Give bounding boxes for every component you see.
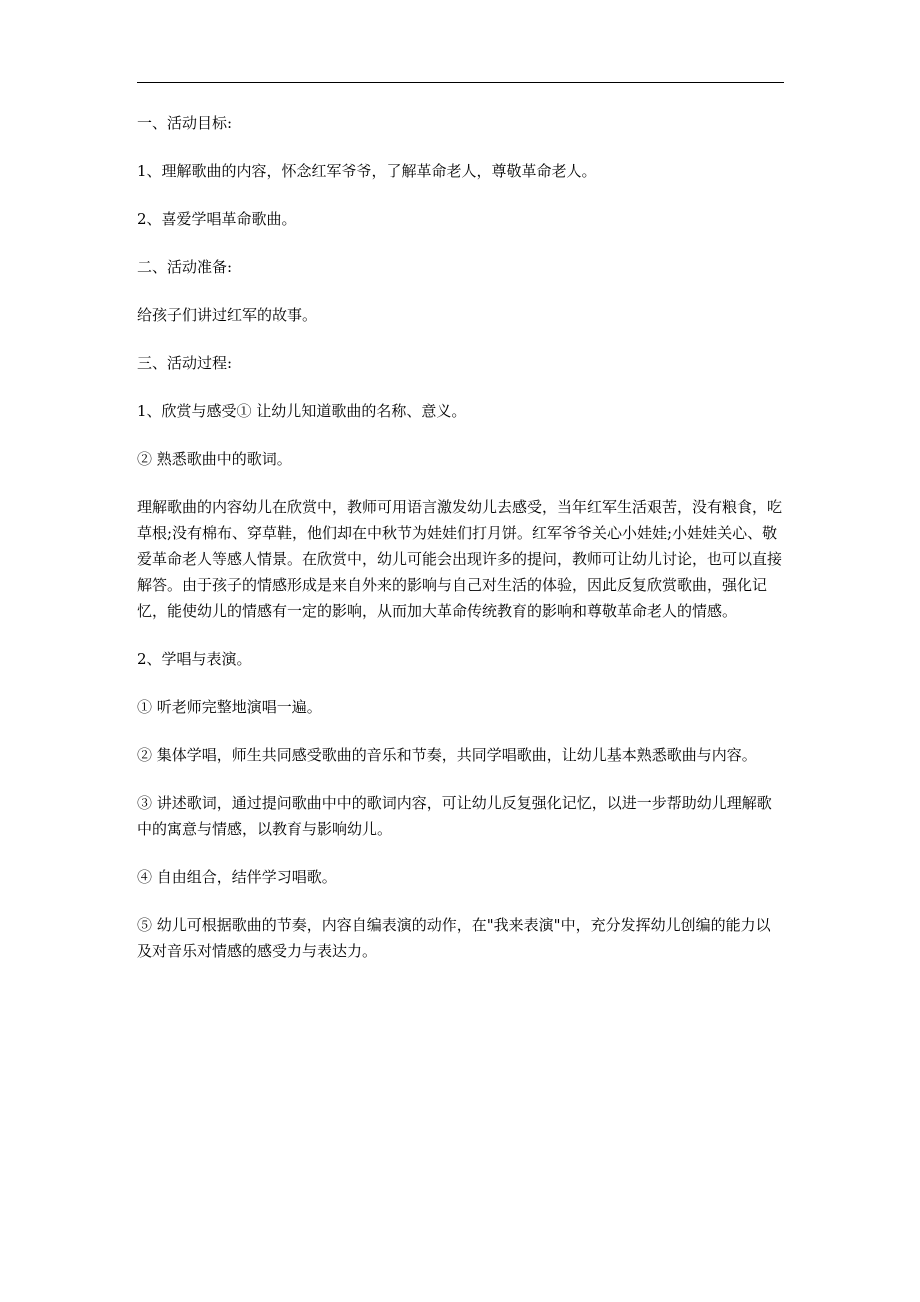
process-substep: ③ 讲述歌词，通过提问歌曲中中的歌词内容，可让幼儿反复强化记忆，以进一步帮助幼儿理解歌中的寓意与情感，以教育与影响幼儿。 <box>137 794 772 838</box>
goal-item-2: 2、喜爱学唱革命歌曲。 <box>137 210 297 228</box>
preparation-text: 给孩子们讲过红军的故事。 <box>137 306 318 324</box>
process-substep: ② 集体学唱，师生共同感受歌曲的音乐和节奏，共同学唱歌曲，让幼儿基本熟悉歌曲与内容。 <box>137 746 757 764</box>
goal-item-1: 1、理解歌曲的内容，怀念红军爷爷，了解革命老人，尊敬革命老人。 <box>137 162 597 180</box>
process-substep: ① 听老师完整地演唱一遍。 <box>137 698 322 716</box>
process-substep: ④ 自由组合，结伴学习唱歌。 <box>137 868 337 886</box>
process-step-2: 2、学唱与表演。 <box>137 650 252 668</box>
process-substep: ⑤ 幼儿可根据歌曲的节奏，内容自编表演的动作，在"我来表演"中，充分发挥幼儿创编的能力以及对音乐对情感的感受力与表达力。 <box>137 916 771 960</box>
header-rule <box>137 82 784 83</box>
process-substep: ② 熟悉歌曲中的歌词。 <box>137 450 292 468</box>
document-body <box>137 110 785 986</box>
section-heading-goals: 一、活动目标: <box>137 114 233 132</box>
section-heading-preparation: 二、活动准备: <box>137 258 233 276</box>
section-heading-process: 三、活动过程: <box>137 354 233 372</box>
process-explanation: 理解歌曲的内容幼儿在欣赏中，教师可用语言激发幼儿去感受，当年红军生活艰苦，没有粮食，吃草根;没有棉布、穿草鞋，他们却在中秋节为娃娃们打月饼。红军爷爷关心小娃娃;小娃娃关心、敬爱革命老人等感人情景。在欣赏中，幼儿可能会出现许多的提问，教师可让幼儿讨论，也可以直接解答。由于孩子的情感形成是来自外来的影响与自己对生活的体验，因此反复欣赏歌曲，强化记忆，能使幼儿的情感有一定的影响，从而加大革命传统教育的影响和尊敬革命老人的情感。 <box>137 498 783 620</box>
process-step-1: 1、欣赏与感受① 让幼儿知道歌曲的名称、意义。 <box>137 402 467 420</box>
